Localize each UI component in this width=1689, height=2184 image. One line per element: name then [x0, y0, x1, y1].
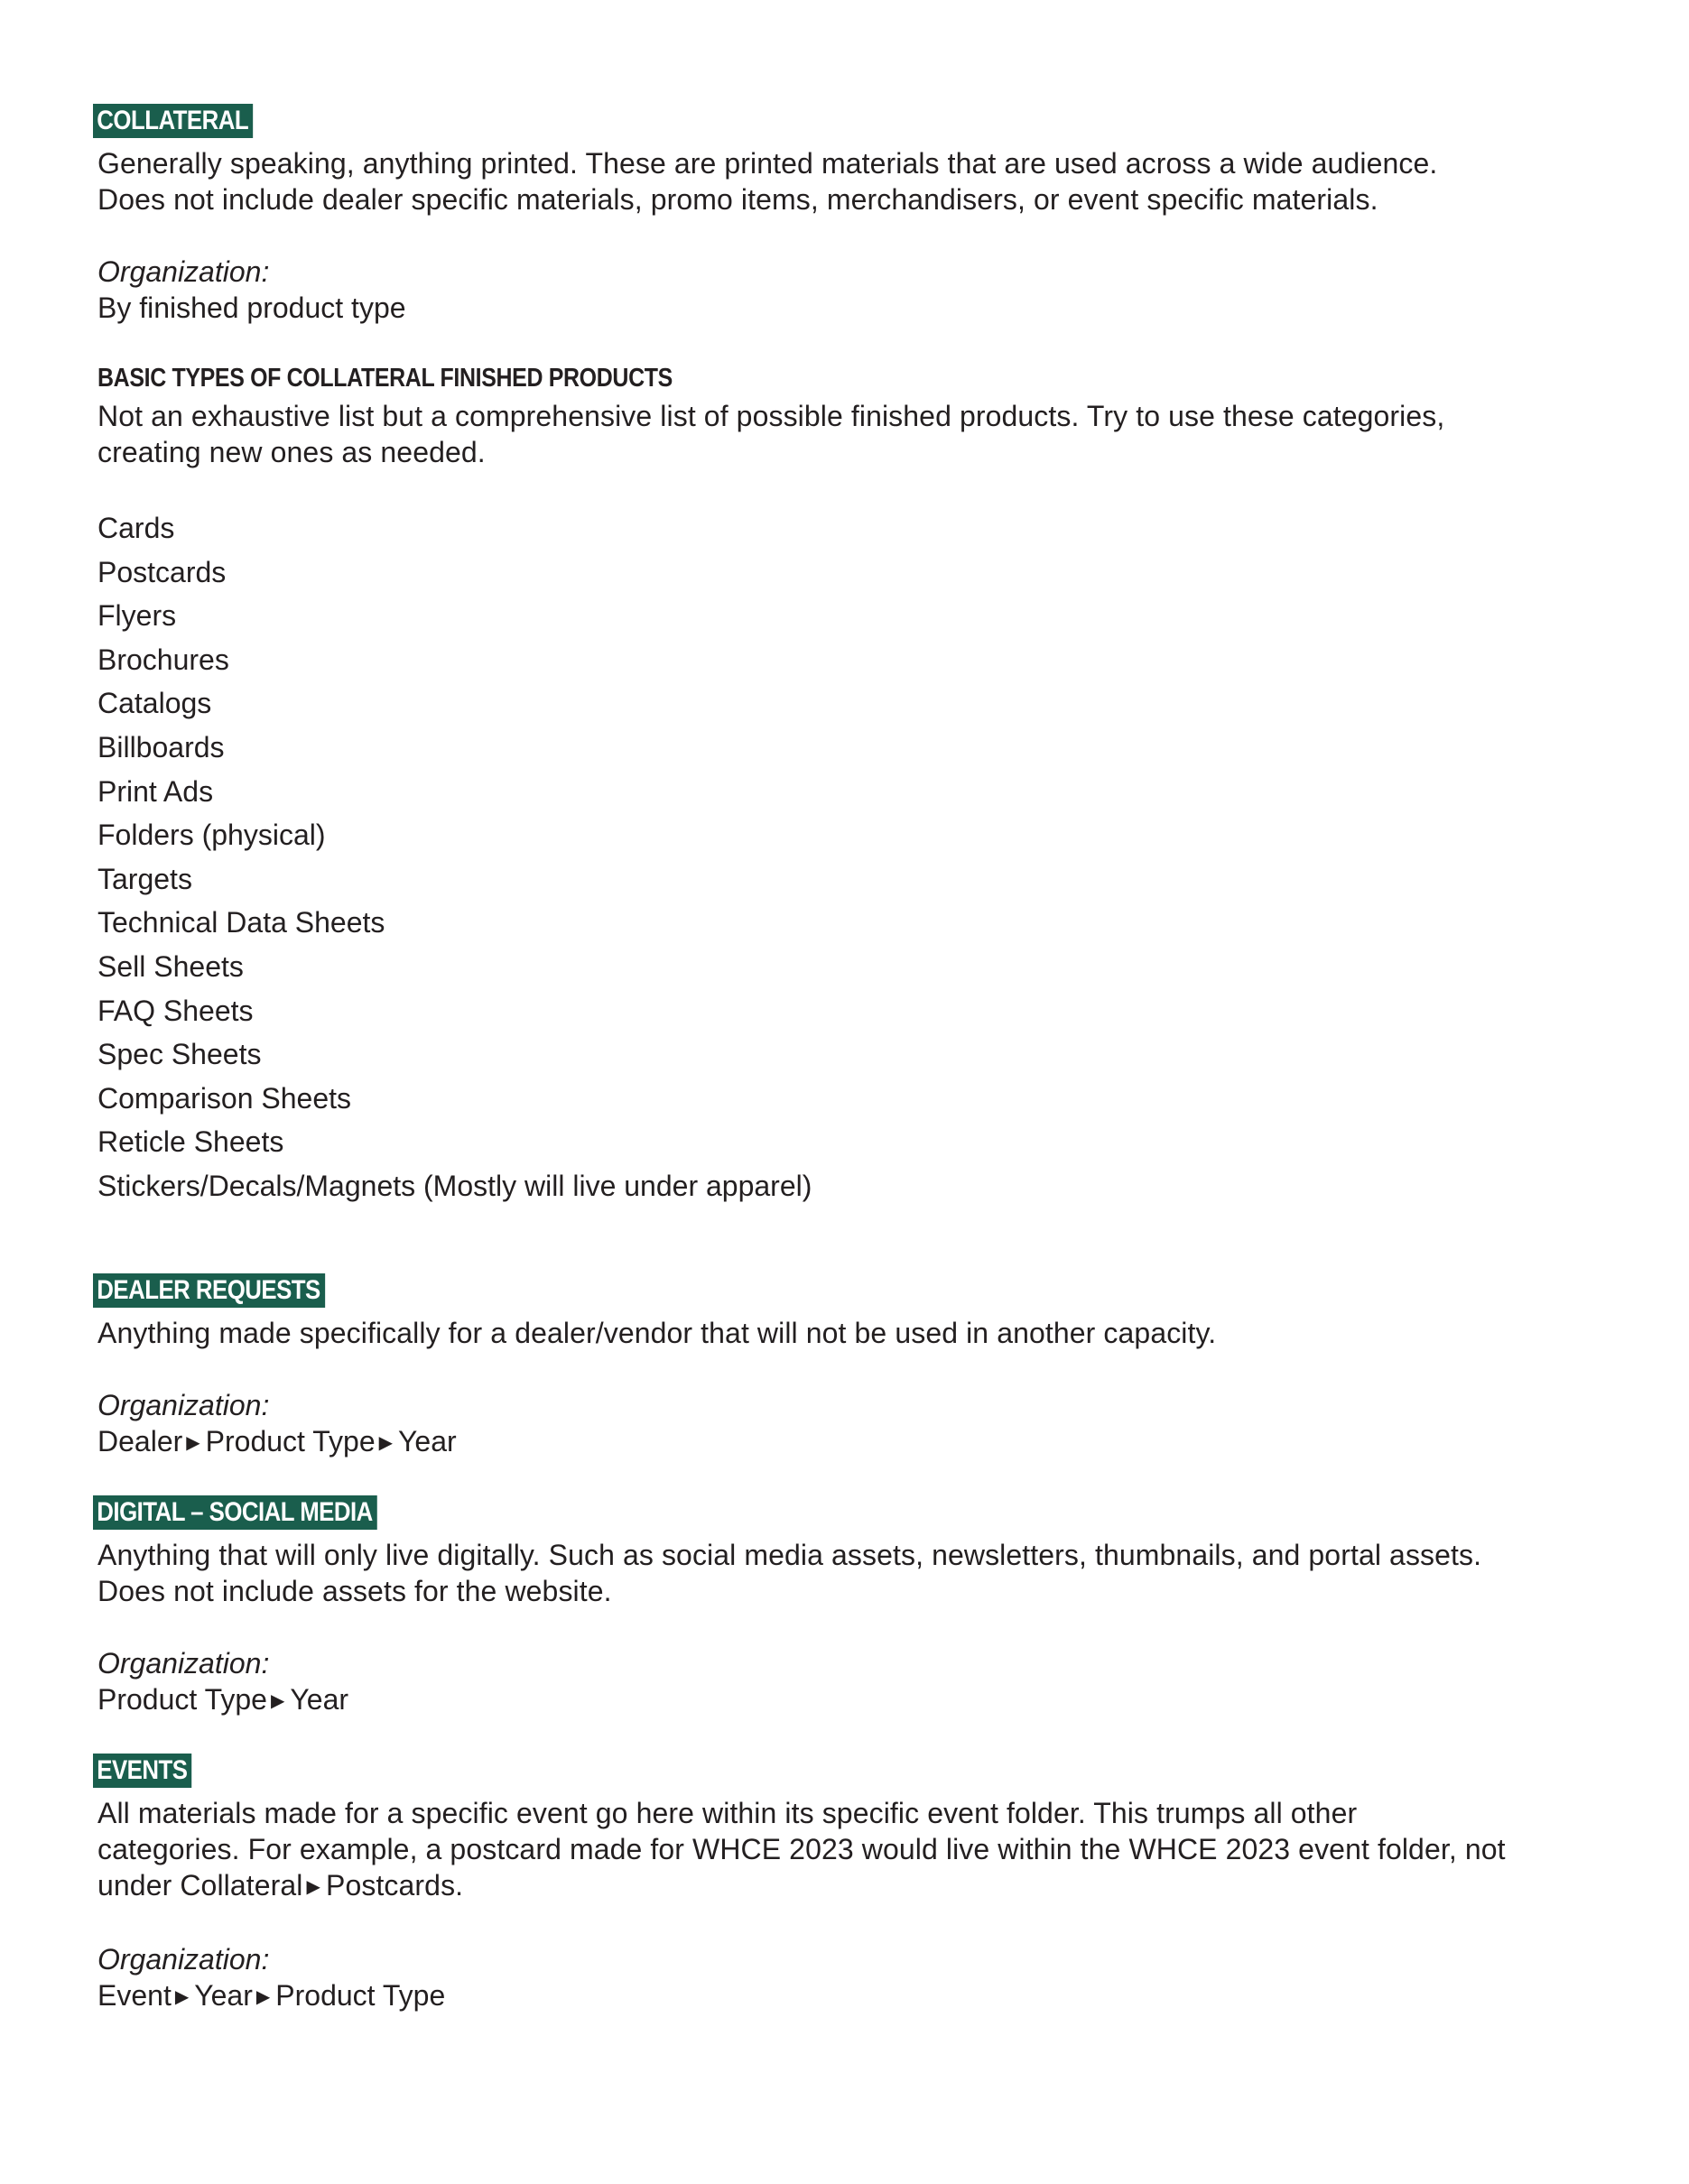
list-item: Folders (physical): [97, 819, 326, 852]
triangle-right-icon: ▶: [270, 1690, 285, 1711]
collateral-subheading: BASIC TYPES OF COLLATERAL FINISHED PRODUCTS: [97, 364, 673, 393]
events-description-main: All materials made for a specific event go here within its specific event folder. This trumps all other categories. For example, a postcard made for WHCE 2023 would live within the WHCE 2023 event folder, not under Collateral: [97, 1796, 1506, 1902]
events-org-label: Organization:: [97, 1942, 270, 1976]
digital-org-label: Organization:: [97, 1646, 270, 1680]
collateral-sub-description: Not an exhaustive list but a comprehensive list of possible finished products. Try to use these categories, creating new ones as needed.: [97, 400, 1445, 468]
events-description: [97, 1795, 1506, 1905]
section-tag-dealer-requests: DEALER REQUESTS: [93, 1273, 325, 1308]
triangle-right-icon: ▶: [378, 1432, 394, 1453]
digital-org-path: [97, 1681, 1506, 1719]
events-org-path: [97, 1977, 1506, 2015]
list-item: Catalogs: [97, 687, 212, 720]
collateral-org-value: By finished product type: [97, 292, 406, 324]
org-path-step: Product Type: [275, 1978, 446, 2012]
digital-description: Anything that will only live digitally. Such as social media assets, newsletters, thumbnails, and portal assets. Does not include assets for the website.: [97, 1538, 1482, 1607]
triangle-right-icon: ▶: [306, 1876, 320, 1897]
triangle-right-icon: ▶: [186, 1432, 200, 1453]
list-item: Billboards: [97, 730, 225, 763]
section-tag-digital-social-media: DIGITAL – SOCIAL MEDIA: [93, 1495, 377, 1530]
org-path-step: Product Type: [205, 1424, 376, 1458]
triangle-right-icon: ▶: [174, 1986, 190, 2007]
org-path-step: Year: [194, 1978, 253, 2012]
list-item: Technical Data Sheets: [97, 906, 385, 939]
dealer-requests-description: Anything made specifically for a dealer/vendor that will not be used in another capacity.: [97, 1316, 1217, 1349]
dealer-requests-org-label: Organization:: [97, 1388, 270, 1421]
list-item: Flyers: [97, 599, 177, 633]
section-collateral: [97, 104, 1506, 1208]
org-path-step: Product Type: [97, 1682, 267, 1716]
list-item: Stickers/Decals/Magnets (Mostly will live under apparel): [97, 1169, 812, 1202]
list-item: Print Ads: [97, 774, 214, 808]
org-path-step: Year: [398, 1424, 457, 1458]
list-item: Postcards: [97, 555, 227, 588]
dealer-requests-org-path: [97, 1423, 1506, 1461]
list-item: FAQ Sheets: [97, 994, 254, 1027]
collateral-description: Generally speaking, anything printed. These are printed materials that are used across a wide audience. Does not include dealer specific materials, promo items, merchandisers, or event specific materials.: [97, 147, 1438, 216]
section-events: [97, 1754, 1506, 2015]
section-tag-events: EVENTS: [93, 1754, 192, 1788]
list-item: Spec Sheets: [97, 1038, 262, 1071]
document-page: [97, 104, 1506, 2015]
section-digital-social-media: [97, 1495, 1506, 1719]
list-item: Reticle Sheets: [97, 1125, 284, 1159]
org-path-step: Dealer: [97, 1424, 183, 1458]
triangle-right-icon: ▶: [255, 1986, 271, 2007]
section-dealer-requests: [97, 1273, 1506, 1461]
list-item: Comparison Sheets: [97, 1081, 352, 1115]
list-item: Sell Sheets: [97, 949, 244, 983]
collateral-org-label: Organization:: [97, 255, 270, 288]
list-item: Brochures: [97, 643, 229, 676]
org-path-step: Event: [97, 1978, 172, 2012]
product-type-list: [97, 506, 1506, 1208]
org-path-step: Year: [290, 1682, 349, 1716]
list-item: Targets: [97, 862, 192, 895]
list-item: Cards: [97, 512, 175, 544]
events-description-tail: Postcards.: [326, 1868, 464, 1902]
section-tag-collateral: COLLATERAL: [93, 104, 253, 138]
